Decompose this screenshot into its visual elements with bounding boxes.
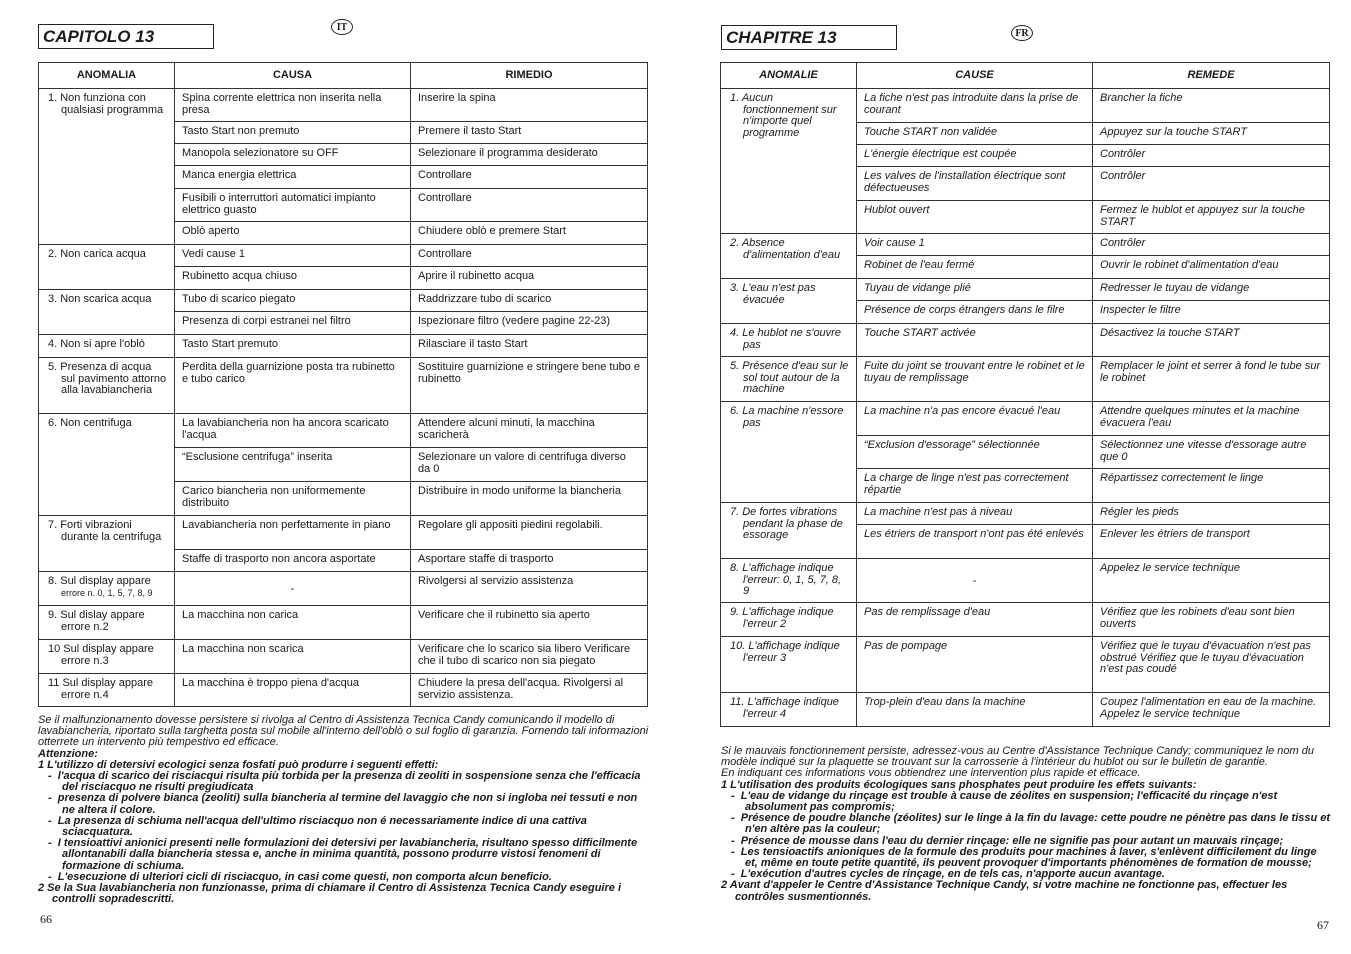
header-cause: CAUSE — [857, 63, 1093, 89]
cause-cell: Fusibili o interruttori automatici impianto elettrico guasto — [175, 189, 411, 222]
anomaly-text: 2. Non carica acqua — [48, 248, 146, 260]
page-number: 67 — [1317, 918, 1329, 932]
remedy-cell: Sélectionnez une vitesse d'essorage autre que 0 — [1093, 436, 1330, 469]
table-row — [39, 290, 648, 312]
cause-cell: Touche START non validée — [857, 123, 1093, 145]
anomaly-text: 10. L'affichage indique l'erreur 3 — [730, 640, 840, 664]
cause-cell: La macchina è troppo piena d'acqua — [175, 674, 411, 707]
cause-cell: Manca energia elettrica — [175, 166, 411, 189]
cause-cell: La charge de linge n'est pas correctement répartie — [857, 469, 1093, 503]
remedy-cell: Raddrizzare tubo di scarico — [411, 290, 648, 312]
remedy-cell: Asportare staffe di trasporto — [411, 550, 648, 572]
anomaly-cell — [39, 516, 175, 572]
table-row — [39, 572, 648, 606]
table-row — [39, 674, 648, 707]
cause-cell: - — [175, 572, 411, 606]
anomaly-cell — [721, 637, 857, 693]
notes-intro: Se il malfunzionamento dovesse persistere si rivolga al Centro di Assistenza Tecnica Candy comunicando il modello di lavabiancheria, riportato sulla targhetta posta sul mobile all'interno dell'oblò o sul foglio di garanzia. Fornendo tali informazioni otterrete un intervento più tempestivo ed efficace. — [38, 714, 649, 749]
table-row — [721, 402, 1330, 436]
remedy-cell: Remplacer le joint et serrer à fond le tube sur le robinet — [1093, 357, 1330, 402]
anomaly-cell — [39, 290, 175, 335]
cause-cell: Robinet de l'eau fermé — [857, 256, 1093, 279]
cause-cell: L'énergie électrique est coupée — [857, 145, 1093, 167]
remedy-cell: Contrôler — [1093, 145, 1330, 167]
table-row — [721, 324, 1330, 357]
remedy-cell: Chiudere la presa dell'acqua. Rivolgersi al servizio assistenza. — [411, 674, 648, 707]
table-row — [39, 89, 648, 122]
cause-cell: La fiche n'est pas introduite dans la prise de courant — [857, 89, 1093, 123]
troubleshooting-table — [38, 62, 648, 707]
table-row — [39, 414, 648, 448]
anomaly-text: 8. L'affichage indique l'erreur: 0, 1, 5, 7, 8, 9 — [730, 562, 842, 597]
header-remedy: REMEDE — [1093, 63, 1330, 89]
notes-item-2: 2 Se la Sua lavabiancheria non funzionasse, prima di chiamare il Centro di Assistenza Tecnica Candy eseguire i controlli sopradescritti. — [38, 882, 621, 906]
anomaly-text: 4. Non si apre l'oblò — [48, 338, 145, 350]
remedy-cell: Appuyez sur la touche START — [1093, 123, 1330, 145]
anomaly-cell — [721, 402, 857, 503]
notes-bullet: - L'exécution d'autres cycles de rinçage, en de tels cas, n'apporte aucun avantage. — [731, 868, 1165, 881]
anomaly-cell — [721, 234, 857, 279]
notes-intro-2: En indiquant ces informations vous obtiendrez une intervention plus rapide et efficace. — [721, 767, 1141, 780]
anomaly-cell — [39, 572, 175, 606]
notes-bullet: - L'eau de vidange du rinçage est trouble à cause de zéolites en suspension; l'efficacité du rinçage n'est absolument pas compromis; — [731, 789, 1278, 814]
cause-cell: Presenza di corpi estranei nel filtro — [175, 312, 411, 335]
page-french — [676, 0, 1351, 954]
anomaly-text: 9. L'affichage indique l'erreur 2 — [730, 606, 834, 630]
anomaly-cell — [721, 357, 857, 402]
remedy-cell: Chiudere oblò e premere Start — [411, 222, 648, 245]
remedy-cell: Vérifiez que le tuyau d'évacuation n'est pas obstrué Vérifiez que le tuyau d'évacuation n'est pas coudé — [1093, 637, 1330, 693]
cause-cell: Voir cause 1 — [857, 234, 1093, 256]
cause-cell: Tuyau de vidange plié — [857, 279, 1093, 301]
anomaly-text: 11 Sul display appare errore n.4 — [48, 677, 153, 701]
remedy-cell: Controllare — [411, 166, 648, 189]
remedy-cell: Controllare — [411, 245, 648, 267]
notes-bullet: - L'esecuzione di ulteriori cicli di risciacquo, in casi come questi, non comporta alcun beneficio. — [48, 870, 552, 883]
header-anomaly: ANOMALIE — [721, 63, 857, 89]
table-row — [721, 357, 1330, 402]
cause-cell: Tasto Start premuto — [175, 335, 411, 358]
remedy-cell: Coupez l'alimentation en eau de la machine. Appelez le service technique — [1093, 693, 1330, 727]
notes-attention: Attenzione: — [38, 747, 98, 760]
cause-cell: Spina corrente elettrica non inserita nella presa — [175, 89, 411, 122]
notes-bullet: - Les tensioactifs anioniques de la formule des produits pour machines à laver, s'enlèvent difficilement du linge et, même en toute petite quantité, ils peuvent provoquer d'importants phénomènes de formation de mousse; — [731, 845, 1317, 870]
anomaly-cell — [39, 335, 175, 358]
remedy-cell: Contrôler — [1093, 167, 1330, 201]
cause-cell: Perdita della guarnizione posta tra rubinetto e tubo carico — [175, 358, 411, 414]
cause-cell: La macchina non carica — [175, 606, 411, 640]
table-row — [721, 234, 1330, 256]
cause-cell: Touche START activée — [857, 324, 1093, 357]
language-badge: FR — [1011, 25, 1033, 41]
remedy-cell: Aprire il rubinetto acqua — [411, 267, 648, 290]
table-row — [721, 603, 1330, 637]
table-row — [721, 693, 1330, 727]
cause-cell: Lavabiancheria non perfettamente in piano — [175, 516, 411, 550]
remedy-cell: Enlever les étriers de transport — [1093, 525, 1330, 559]
page-number: 66 — [40, 912, 52, 926]
anomaly-cell — [39, 245, 175, 290]
cause-cell: - — [857, 559, 1093, 603]
table-row — [39, 335, 648, 358]
anomaly-cell — [721, 693, 857, 727]
anomaly-cell — [721, 559, 857, 603]
anomaly-text: 2. Absence d'alimentation d'eau — [730, 237, 841, 261]
remedy-cell: Contrôler — [1093, 234, 1330, 256]
cause-cell: Pas de remplissage d'eau — [857, 603, 1093, 637]
cause-cell: Manopola selezionatore su OFF — [175, 144, 411, 166]
remedy-cell: Vérifiez que les robinets d'eau sont bien ouverts — [1093, 603, 1330, 637]
header-anomaly: ANOMALIA — [39, 63, 175, 89]
cause-cell: Pas de pompage — [857, 637, 1093, 693]
language-badge: IT — [331, 19, 353, 35]
anomaly-text: 5. Presenza di acqua sul pavimento attorno alla lavabiancheria — [48, 361, 167, 396]
chapter-title: CAPITOLO 13 — [38, 24, 214, 49]
cause-cell: Oblò aperto — [175, 222, 411, 245]
cause-cell: Trop-plein d'eau dans la machine — [857, 693, 1093, 727]
table-row — [39, 358, 648, 414]
table-row — [721, 279, 1330, 301]
anomaly-cell — [39, 640, 175, 674]
anomaly-text: 3. L'eau n'est pas évacuée — [730, 282, 816, 306]
cause-cell: Carico biancheria non uniformemente distribuito — [175, 482, 411, 516]
anomaly-cell — [721, 603, 857, 637]
anomaly-cell — [721, 279, 857, 324]
anomaly-text: 3. Non scarica acqua — [48, 293, 152, 305]
anomaly-text: 8. Sul display appare — [48, 575, 151, 587]
cause-cell: Staffe di trasporto non ancora asportate — [175, 550, 411, 572]
remedy-cell: Inspecter le filtre — [1093, 301, 1330, 324]
table-row — [39, 606, 648, 640]
notes-section — [721, 746, 1331, 903]
remedy-cell: Sostituire guarnizione e stringere bene tubo e rubinetto — [411, 358, 648, 414]
table-row — [721, 89, 1330, 123]
anomaly-cell — [39, 89, 175, 245]
remedy-cell: Selezionare il programma desiderato — [411, 144, 648, 166]
anomaly-cell — [721, 503, 857, 559]
notes-item-1: 1 L'utilisation des produits écologiques sans phosphates peut produire les effets suivants: — [721, 778, 1197, 791]
notes-intro: Si le mauvais fonctionnement persiste, adressez-vous au Centre d'Assistance Technique Candy; communiquez le nom du modèle indiqué sur la plaquette se trouvant sur la carrosserie à l'intérieur du hublot ou sur le bulletin de garantie. — [721, 745, 1314, 769]
anomaly-cell — [39, 414, 175, 516]
remedy-cell: Attendre quelques minutes et la machine évacuera l'eau — [1093, 402, 1330, 436]
remedy-cell: Selezionare un valore di centrifuga diverso da 0 — [411, 448, 648, 482]
table-row — [39, 640, 648, 674]
anomaly-text: 10 Sul display appare errore n.3 — [48, 643, 154, 667]
notes-bullet: - presenza di polvere bianca (zeoliti) sulla biancheria al termine del lavaggio che non si ingloba nei tessuti e non ne altera il colore. — [48, 792, 638, 816]
remedy-cell: Inserire la spina — [411, 89, 648, 122]
remedy-cell: Verificare che lo scarico sia libero Verificare che il tubo di scarico non sia piegato — [411, 640, 648, 674]
cause-cell: “Exclusion d'essorage” sélectionnée — [857, 436, 1093, 469]
cause-cell: Présence de corps étrangers dans le filre — [857, 301, 1093, 324]
remedy-cell: Appelez le service technique — [1093, 559, 1330, 603]
anomaly-text: 11. L'affichage indique l'erreur 4 — [730, 696, 839, 720]
header-remedy: RIMEDIO — [411, 63, 648, 89]
cause-cell: Fuite du joint se trouvant entre le robinet et le tuyau de remplissage — [857, 357, 1093, 402]
remedy-cell: Regolare gli appositi piedini regolabili. — [411, 516, 648, 550]
table-row — [39, 245, 648, 267]
anomaly-text: 7. Forti vibrazioni durante la centrifuga — [48, 519, 162, 543]
remedy-cell: Attendere alcuni minuti, la macchina scaricherà — [411, 414, 648, 448]
anomaly-text: 7. De fortes vibrations pendant la phase de essorage — [730, 506, 843, 541]
remedy-cell: Brancher la fiche — [1093, 89, 1330, 123]
anomaly-cell — [39, 606, 175, 640]
anomaly-text: 5. Présence d'eau sur le sol tout autour de la machine — [730, 360, 849, 395]
cause-cell: “Esclusione centrifuga” inserita — [175, 448, 411, 482]
cause-cell: Tasto Start non premuto — [175, 122, 411, 144]
remedy-cell: Répartissez correctement le linge — [1093, 469, 1330, 503]
header-cause: CAUSA — [175, 63, 411, 89]
anomaly-error-codes: errore n. 0, 1, 5, 7, 8, 9 — [61, 587, 153, 598]
notes-bullet: - l'acqua di scarico dei risciacqui risulta più torbida per la presenza di zeoliti in sospensione senza che l'efficacia del risciacquo ne risulti pregiudicata — [48, 770, 641, 794]
cause-cell: Rubinetto acqua chiuso — [175, 267, 411, 290]
cause-cell: La machine n'a pas encore évacué l'eau — [857, 402, 1093, 436]
cause-cell: Tubo di scarico piegato — [175, 290, 411, 312]
notes-bullet: - Présence de poudre blanche (zéolites) sur le linge à la fin du lavage: cette poudre ne pénètre pas dans le tissu et n'en altère pas la couleur; — [731, 812, 1331, 836]
remedy-cell: Rilasciare il tasto Start — [411, 335, 648, 358]
remedy-cell: Distribuire in modo uniforme la biancheria — [411, 482, 648, 516]
cause-cell: Les valves de l'installation électrique sont défectueuses — [857, 167, 1093, 201]
anomaly-text: 6. La machine n'essore pas — [730, 405, 844, 429]
notes-bullet: - I tensioattivi anionici presenti nelle formulazioni dei detersivi per lavabiancheria, risultano spesso difficilmente allontanabili dalla biancheria stessa e, anche in minima quantità, possono produrre vistosi fenomeni di formazione di schiuma. — [48, 837, 638, 872]
remedy-cell: Redresser le tuyau de vidange — [1093, 279, 1330, 301]
anomaly-cell — [721, 89, 857, 234]
anomaly-cell — [721, 324, 857, 357]
remedy-cell: Premere il tasto Start — [411, 122, 648, 144]
notes-bullet: - La presenza di schiuma nell'acqua dell'ultimo risciacquo non é necessariamente indice di una cattiva sciacquatura. — [48, 814, 587, 839]
cause-cell: Les étriers de transport n'ont pas été enlevés — [857, 525, 1093, 559]
table-row — [721, 503, 1330, 525]
anomaly-cell — [39, 674, 175, 707]
anomaly-text: 4. Le hublot ne s'ouvre pas — [730, 327, 841, 351]
remedy-cell: Fermez le hublot et appuyez sur la touche START — [1093, 201, 1330, 234]
troubleshooting-table — [720, 62, 1330, 727]
remedy-cell: Régler les pieds — [1093, 503, 1330, 525]
remedy-cell: Controllare — [411, 189, 648, 222]
table-row — [721, 637, 1330, 693]
cause-cell: La machine n'est pas à niveau — [857, 503, 1093, 525]
cause-cell: La macchina non scarica — [175, 640, 411, 674]
cause-cell: Vedi cause 1 — [175, 245, 411, 267]
notes-section — [38, 715, 650, 905]
chapter-title: CHAPITRE 13 — [721, 25, 897, 50]
anomaly-text: 1. Aucun fonctionnement sur n'importe quel programme — [730, 92, 837, 139]
remedy-cell: Ouvrir le robinet d'alimentation d'eau — [1093, 256, 1330, 279]
page-italian — [0, 0, 675, 954]
anomaly-text: 9. Sul dislay appare errore n.2 — [48, 609, 145, 633]
table-row — [721, 559, 1330, 603]
cause-cell: La lavabiancheria non ha ancora scaricato l'acqua — [175, 414, 411, 448]
remedy-cell: Désactivez la touche START — [1093, 324, 1330, 357]
notes-item-2: 2 Avant d'appeler le Centre d'Assistance Technique Candy, si votre machine ne fonctionne pas, effectuer les contrôles susmentionnés. — [721, 879, 1288, 903]
remedy-cell: Rivolgersi al servizio assistenza — [411, 572, 648, 606]
remedy-cell: Verificare che il rubinetto sia aperto — [411, 606, 648, 640]
table-row — [39, 516, 648, 550]
cause-cell: Hublot ouvert — [857, 201, 1093, 234]
anomaly-text: 6. Non centrifuga — [48, 417, 132, 429]
anomaly-text: 1. Non funziona con qualsiasi programma — [48, 92, 164, 116]
notes-item-1: 1 L'utilizzo di detersivi ecologici senza fosfati può produrre i seguenti effetti: — [38, 758, 439, 771]
notes-bullet: - Présence de mousse dans l'eau du dernier rinçage: elle ne signifie pas pour autant un mauvais rinçage; — [731, 834, 1284, 847]
anomaly-cell — [39, 358, 175, 414]
remedy-cell: Ispezionare filtro (vedere pagine 22-23) — [411, 312, 648, 335]
